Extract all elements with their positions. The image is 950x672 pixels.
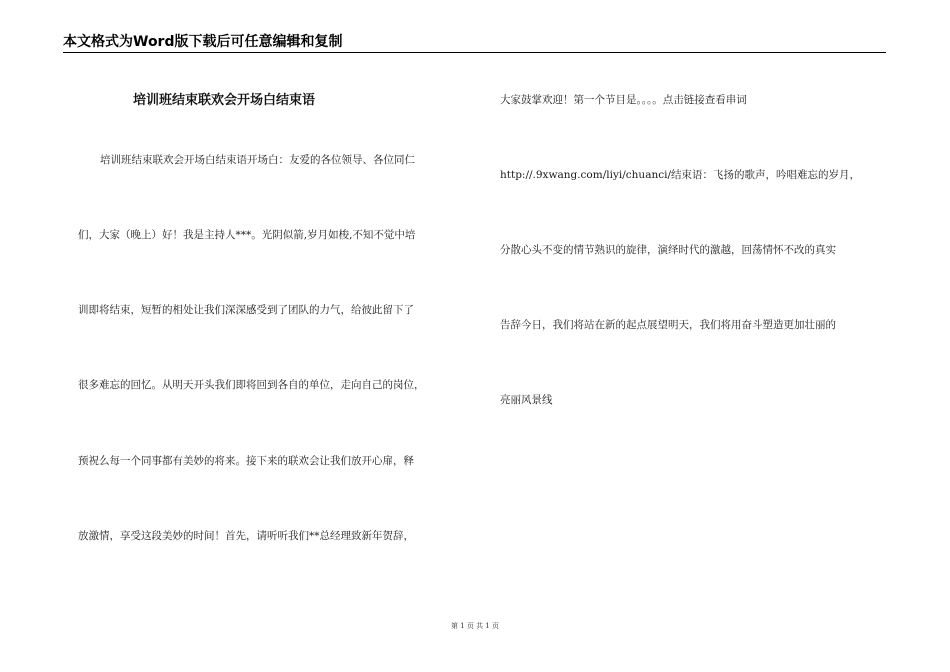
document-title: 培训班结束联欢会开场白结束语 [133,93,316,108]
body-line-right-2: http://.9xwang.com/liyi/chuanci/结束语：飞扬的歌声，吟唱难忘的岁月， [500,169,860,181]
body-line-left-6: 放激情，享受这段美妙的时间！首先，请听听我们**总经理致新年贺辞， [78,530,414,542]
body-line-right-4: 告辞今日，我们将站在新的起点展望明天，我们将用奋斗塑造更加壮丽的 [500,319,836,331]
body-line-left-1: 培训班结束联欢会开场白结束语开场白：友爱的各位领导、各位同仁 [100,154,415,166]
body-line-left-3: 训即将结束，短暂的相处让我们深深感受到了团队的力气，给彼此留下了 [78,304,414,316]
body-line-left-5: 预祝么每一个同事都有美妙的将来。接下来的联欢会让我们放开心扉，释 [78,455,414,467]
body-line-left-4: 很多难忘的回忆。从明天开头我们即将回到各自的单位，走向自己的岗位， [78,379,425,391]
body-line-right-1: 大家鼓掌欢迎！第一个节目是。。。。点击链接查看串词 [500,94,747,106]
header-text: 本文格式为Word版下载后可任意编辑和复制 [63,34,343,50]
page-footer: 第 1 页 共 1 页 [450,622,500,630]
page-header [63,34,886,53]
body-line-left-2: 们，大家（晚上）好！我是主持人***。光阴似箭,岁月如梭,不知不觉中培 [78,229,416,241]
body-line-right-5: 亮丽风景线 [500,394,553,406]
body-line-right-3: 分散心头不变的情节熟识的旋律，演绎时代的激越，回荡情怀不改的真实 [500,244,836,256]
